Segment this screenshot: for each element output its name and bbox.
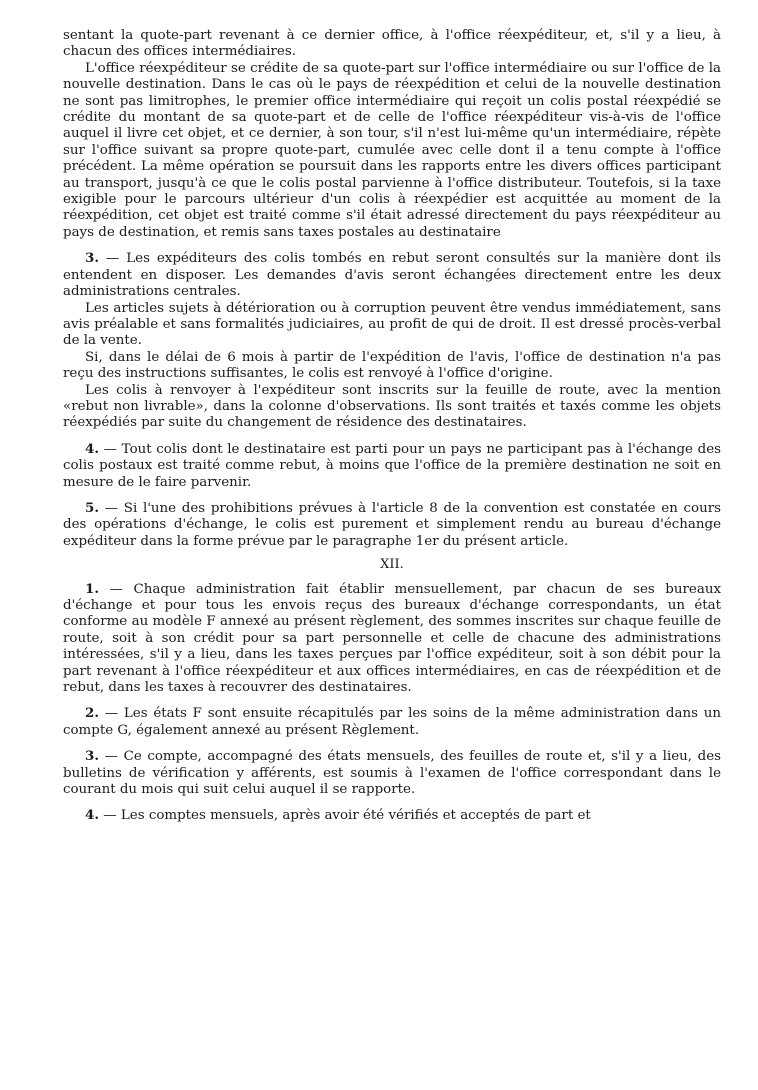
paragraph-number: 3. [85, 250, 99, 267]
paragraph-number: 2. [85, 705, 99, 722]
paragraph-delai-6-mois: Si, dans le délai de 6 mois à partir de l'expédition de l'avis, l'office de destination n'a pas reçu des instructions suffisantes, le colis est renvoyé à l'office d'origine. [63, 349, 721, 382]
paragraph-1-etat-mensuel: 1. — Chaque administration fait établir mensuellement, par chacun de ses bureaux d'échange et pour tous les envois reçus des bureaux d'échange correspondants, un état conforme au modèle F annexé au présent règlement, des sommes inscrites sur chaque feuille de route, soit à son crédit pour sa part personnelle et celle de chacune des administrations intéressées, s'il y a lieu, dans les taxes perçues par l'office expéditeur, soit à son débit pour la part revenant à l'office réexpéditeur et aux offices intermédiaires, en cas de réexpédition et de rebut, dans les taxes à recouvrer des destinataires. [63, 580, 721, 696]
paragraph-4-destinataire-parti: 4. — Tout colis dont le destinataire est parti pour un pays ne participant pas à l'échange des colis postaux est traité comme rebut, à moins que l'office de la première destination ne soit en mesure de le faire parvenir. [63, 440, 721, 490]
section-heading: XII. [380, 557, 404, 573]
paragraph-colis-a-renvoyer: Les colis à renvoyer à l'expéditeur sont inscrits sur la feuille de route, avec la mention «rebut non livrable», dans la colonne d'observations. Ils sont traités et taxés comme les objets réexpédiés par suite du changement de résidence des destinataires. [63, 382, 721, 431]
document-page [63, 28, 721, 825]
paragraph-3-rebut: 3. — Les expéditeurs des colis tombés en rebut seront consultés sur la manière dont ils entendent en disposer. Les demandes d'avis seront échangées directement entre les deux administrations centrales. [63, 250, 721, 300]
paragraph-5-prohibitions: 5. — Si l'une des prohibitions prévues à l'article 8 de la convention est constatée en cours des opérations d'échange, le colis est purement et simplement rendu au bureau d'échange expéditeur dans la forme prévue par le paragraphe 1er du présent article. [63, 499, 721, 549]
paragraph-continuation: sentant la quote-part revenant à ce dernier office, à l'office réexpéditeur, et, s'il y a lieu, à chacun des offices intermédiaires. [63, 28, 721, 60]
paragraph-number: 3. [85, 748, 99, 765]
paragraph-articles-deterioration: Les articles sujets à détérioration ou à corruption peuvent être vendus immédiatement, sans avis préalable et sans formalités judiciaires, au profit de qui de droit. Il est dressé procès-verbal de la vente. [63, 300, 721, 349]
paragraph-number: 5. [85, 499, 99, 516]
paragraph-reexpedition: L'office réexpéditeur se crédite de sa quote-part sur l'office intermédiaire ou sur l'office de la nouvelle destination. Dans le cas où le pays de réexpédition et celui de la nouvelle destination ne sont pas limitrophes, le premier office intermédiaire qui reçoit un colis postal réexpédié se crédite du montant de sa quote-part et de celle de l'office réexpéditeur vis-à-vis de l'office auquel il livre cet objet, et ce dernier, à son tour, s'il n'est lui-même qu'un intermédiaire, répète sur l'office suivant sa propre quote-part, cumulée avec celle dont il a tenu compte à l'office précédent. La même opération se poursuit dans les rapports entre les divers offices participant au transport, jusqu'à ce que le colis postal parvienne à l'office distributeur. Toutefois, si la taxe exigible pour le parcours ultérieur d'un colis à réexpédier est acquittée au moment de la réexpédition, cet objet est traité comme s'il était adressé directement du pays réexpéditeur au pays de destination, et remis sans taxes postales au destinataire [63, 60, 721, 240]
paragraph-number: 4. [85, 440, 99, 457]
paragraph-number: 1. [85, 580, 99, 597]
paragraph-number: 4. [85, 807, 99, 824]
paragraph-4-comptes-mensuels: 4. — Les comptes mensuels, après avoir été vérifiés et acceptés de part et [85, 807, 591, 824]
paragraph-3-compte-examen: 3. — Ce compte, accompagné des états mensuels, des feuilles de route et, s'il y a lieu, des bulletins de vérification y afférents, est soumis à l'examen de l'office correspondant dans le courant du mois qui suit celui auquel il se rapporte. [63, 748, 721, 798]
paragraph-2-compte-g: 2. — Les états F sont ensuite récapitulés par les soins de la même administration dans un compte G, également annexé au présent Règlement. [63, 705, 721, 738]
